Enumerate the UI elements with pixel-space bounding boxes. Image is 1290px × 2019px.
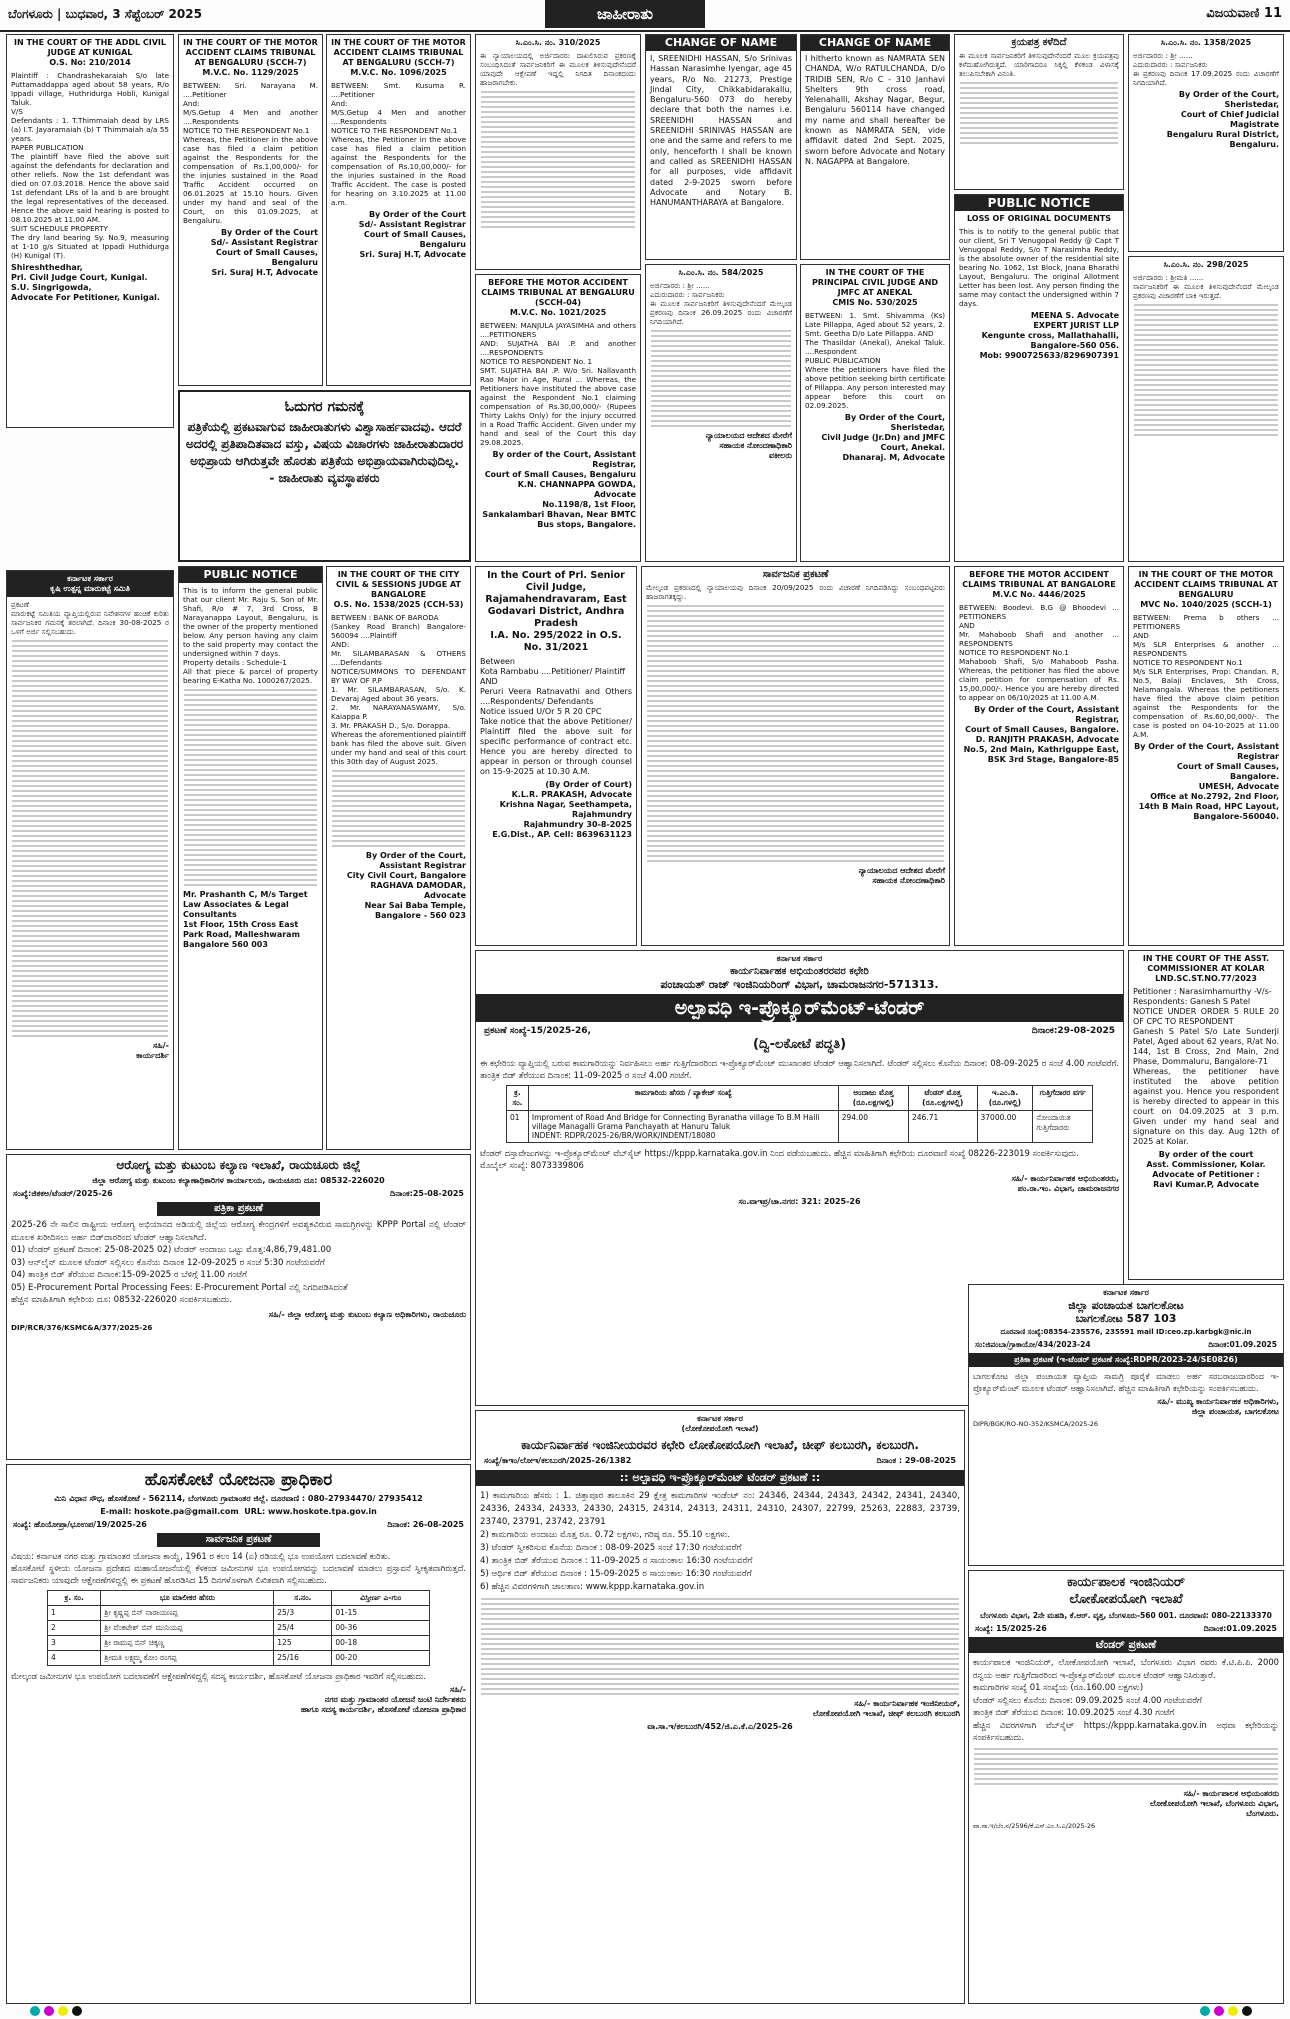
notice-footer: ಟೆಂಡರ್ ದಸ್ತಾವೇಜುಗಳನ್ನು ಇ-ಪ್ರೊಕ್ಯೂರ್‌ಮೆಂಟ್ ವೆಬ್‌ಸೈಟ್ https://kppp.karnataka.gov.in ನಿಂದ ಪಡೆಯಬಹುದು. ಹೆಚ್ಚಿನ ಮಾಹಿತಿಗಾಗಿ ಕಛೇರಿಯ ದೂರವಾಣಿ ಸಂಖ್ಯೆ 08226-223019 ಸಂಪರ್ಕಿಸುವುದು. ಮೊಬೈಲ್ ಸಂಖ್ಯೆ: 8073339806 [480, 1148, 1079, 1170]
notice-heading: IN THE COURT OF THE PRINCIPAL CIVIL JUDGE AND JMFC AT ANEKAL CMIS No. 530/2025 [811, 268, 939, 307]
kannada-cmc-298 [1128, 256, 1284, 562]
table-cell: 125 [274, 1636, 332, 1651]
notice-body: ಮೇಲ್ಕಂಡ ಪ್ರಕರಣದಲ್ಲಿ ನ್ಯಾಯಾಲಯವು ದಿನಾಂಕ 20/09/2025 ರಂದು ವಿಚಾರಣೆ ನಿಗದಿಪಡಿಸಿದ್ದು ಸಂಬಂಧಪಟ್ಟವರು ಹಾಜರಾಗತಕ್ಕದ್ದು. [646, 583, 948, 601]
city-civil-court-notice [326, 566, 471, 1150]
kannada-cmc-584 [645, 264, 797, 562]
notice-signature: By order of the court Asst. Commissioner, Kolar. Advocate of Petitioner : Ravi Kumar.P, Advocate [1146, 1150, 1266, 1189]
notice-heading: ಪ್ರತಿಕಾ ಪ್ರಕಟಣೆ (ಇ-ಟೆಂಡರ್ ಪ್ರಕಟಣೆ ಸಂಖ್ಯೆ:RDPR/2023-24/SE0826) [969, 1353, 1283, 1367]
registration-mark [30, 2006, 40, 2016]
notice-body: BETWEEN: MANJULA JAYASIMHA and others ....PETITIONERS AND: SUJATHA BAI .P. and another ....RESPONDENTS NOTICE TO RESPONDENT No. 1 SMT. SUJATHA BAI .P. W/o Sri. Nallavanth Rao Major in Age, Rural ... Whereas, the Petitioners have instituted the above case against the Respondent No.1 claiming compensation of Rs.30,00,000/- (Rupees Thirty Lakhs Only) for the injury occurred in a Road Traffic Accident. Given under my hand and seal of the Court this day 29.08.2025. [480, 321, 636, 447]
table-cell: 00-36 [332, 1621, 430, 1636]
notice-body: ಅರ್ಜಿದಾರರು : ಶ್ರೀಮತಿ ...... ಸಾರ್ವಜನಿಕರಿಗೆ ಈ ಮೂಲಕ ತಿಳಿಸುವುದೇನೆಂದರೆ ಮೇಲ್ಕಂಡ ಪ್ರಕರಣವು ವಿಚಾರಣೆಗೆ ಬಾಕಿ ಇರುತ್ತದೆ. [1133, 273, 1279, 300]
notice-heading: ಕರ್ನಾಟಕ ಸರ್ಕಾರ ಕೃಷಿ ಉತ್ಪನ್ನ ಮಾರುಕಟ್ಟೆ ಸಮಿತಿ [7, 571, 173, 597]
notice-body: Between Kota Rambabu ....Petitioner/ Plaintiff AND Peruri Veera Ratnavathi and Others ....Respondents/ Defendants Notice issued U/Or 5 R 20 CPC Take notice that the above Petitioner/ Plaintiff filed the above suit for specific performance of contract etc. Hence you are hereby directed to appear in person or through counsel on 15-9-2025 at 10.30 A.M. [480, 657, 632, 776]
notice-address: ಬೆಂಗಳೂರು ವಿಭಾಗ, 2ನೇ ಮಹಡಿ, ಕೆ.ಆರ್. ವೃತ್ತ, ಬೆಂಗಳೂರು-560 001. ದೂರವಾಣಿ: 080-22133370 [980, 1611, 1272, 1620]
notice-heading: IN THE COURT OF THE CITY CIVIL & SESSIONS JUDGE AT BANGALORE O.S. No. 1538/2025 (CCH-53) [333, 570, 464, 609]
notice-heading: PUBLIC NOTICE [955, 195, 1123, 211]
table-header-cell: ವಿಸ್ತೀರ್ಣ ಎ-ಗುಂ [332, 1591, 430, 1606]
notice-body: BETWEEN: Boodevi. B.G @ Bhoodevi ... PETITIONERS AND Mr. Mahaboob Shafi and another ... RESPONDENTS NOTICE TO RESPONDENT No.1 Mahaboob Shafi, S/o Mahaboob Pasha. Whereas, the petitioner has filed the above claim petition for compensation of Rs. 15,00,000/-. Hence you are hereby directed to appear on 06/10/2025 at 11.00 A.M. [959, 603, 1119, 702]
notice-address: ಜಿಲ್ಲಾ ಆರೋಗ್ಯ ಮತ್ತು ಕುಟುಂಬ ಕಲ್ಯಾಣಾಧಿಕಾರಿಗಳ ಕಾರ್ಯಾಲಯ, ರಾಯಚೂರು ದೂ: 08532-226020 [92, 1176, 385, 1185]
notice-body: ಬಾಗಲಕೋಟ ಜಿಲ್ಲಾ ಪಂಚಾಯತ ವ್ಯಾಪ್ತಿಯ ಸಾಮಗ್ರಿ ಪೂರೈಕೆ ಮಾಡಲು ಅರ್ಹ ಸರಬರಾಜುದಾರರಿಂದ ಇ-ಪ್ರೊಕ್ಯೂರ್‌ಮೆಂಟ್ ಮೂಲಕ ಟೆಂಡರ್ ಆಹ್ವಾನಿಸಲಾಗಿದೆ. ಹೆಚ್ಚಿನ ಮಾಹಿತಿಗಾಗಿ ಕಛೇರಿಯನ್ನು ಸಂಪರ್ಕಿಸಬಹುದು. [973, 1371, 1279, 1393]
dip-code: ವಾ.ಸಾ.ಇ/ಬೆಂ.ನ/2596/ಕೆ.ಎಸ್.ಎಂ.ಸಿ.ಎ/2025-26 [973, 1821, 1096, 1830]
notice-body: ಈ ಮೂಲಕ ಸಾರ್ವಜನಿಕರಿಗೆ ತಿಳಿಸುವುದೇನೆಂದರೆ ಮೂಲ ಕ್ರಯಪತ್ರವು ಕಳೆದುಹೋಗಿರುತ್ತದೆ. ಯಾರಿಗಾದರೂ ಸಿಕ್ಕಲ್ಲಿ ಕೆಳಕಂಡ ವಿಳಾಸಕ್ಕೆ ತಲುಪಿಸಬೇಕಾಗಿ ವಿನಂತಿ. [959, 51, 1122, 78]
notice-heading: IN THE COURT OF THE MOTOR ACCIDENT CLAIMS TRIBUNAL AT BENGALURU (SCCH-7) M.V.C. No. 1129/2025 [183, 38, 318, 77]
table-row [48, 1606, 430, 1621]
notice-body: 1) ಕಾಮಗಾರಿಯ ಹೆಸರು : 1. ಚಿತ್ತಾಪೂರ ತಾಲೂಕಿನ 29 ಕ್ಷೇತ್ರ ಕಾಮಗಾರಿಗಳ ಇಂಡೆಂಟ್ ನಂ: 24346, 24344, 24343, 24342, 24341, 24340, 24336, 24334, 24333, 24330, 24315, 24314, 24313, 24311, 24310, 24307, 22799, 25263, 22883, 23739, 23740, 23791, 23742, 23791 2) ಕಾಮಗಾರಿಯ ಅಂದಾಜು ಮೊತ್ತ ರೂ. 0.72 ಲಕ್ಷಗಳು, ಗರಿಷ್ಠ ರೂ. 55.10 ಲಕ್ಷಗಳು. 3) ಟೆಂಡರ್ ಸ್ವೀಕರಿಸುವ ಕೊನೆಯ ದಿನಾಂಕ : 08-09-2025 ಸಂಜೆ 17:30 ಗಂಟೆಯವರೆಗೆ 4) ತಾಂತ್ರಿಕ ಬಿಡ್ ತೆರೆಯುವ ದಿನಾಂಕ : 11-09-2025 ರ ಸಾಯಂಕಾಲ 16:30 ಗಂಟೆಯವರೆಗೆ 5) ಆರ್ಥಿಕ ಬಿಡ್ ತೆರೆಯುವ ದಿನಾಂಕ : 15-09-2025 ರ ಸಾಯಂಕಾಲ 16:30 ಗಂಟೆಯವರೆಗೆ 6) ಹೆಚ್ಚಿನ ವಿವರಗಳಿಗಾಗಿ ಜಾಲತಾಣ: www.kppp.karnataka.gov.in [480, 1491, 960, 1592]
notice-date: ದಿನಾಂಕ:29-08-2025 [1031, 1026, 1115, 1036]
table-cell: ಶ್ರೀ ಕೃಷ್ಣಪ್ಪ ಬಿನ್ ನಾರಾಯಣಪ್ಪ [101, 1606, 274, 1621]
notice-title: ಆರೋಗ್ಯ ಮತ್ತು ಕುಟುಂಬ ಕಲ್ಯಾಣ ಇಲಾಖೆ, ರಾಯಚೂರು ಜಿಲ್ಲೆ [116, 1158, 361, 1172]
dip-code: DIP/RCR/376/KSMC&A/377/2025-26 [11, 1322, 153, 1332]
table-cell: 1 [48, 1606, 101, 1621]
notice-signature: By order of the Court, Assistant Registrar, Court of Small Causes, Bengaluru K.N. CHANNAPPA GOWDA, Advocate No.1198/8, 1st Floor, Sankalambari Bhavan, Near BMTC Bus stops, Bangalore. [482, 450, 636, 529]
table-row [48, 1621, 430, 1636]
rajahmundry-court-notice [475, 566, 637, 946]
mact-1040-notice [1128, 566, 1284, 946]
notice-body: This is to inform the general public that our client Mr. Raju S. Son of Mr. Shafi, R/o # 7, 3rd Cross, B Narayanappa Layout, Bengaluru, is the owner of the property mentioned below. Any person having any claim to the said property may contact the undersigned within 7 days. Property details : Schedule-1 All that piece & parcel of property bearing E-Katha No. 1000267/2025. [183, 586, 318, 685]
anekal-court-notice [800, 264, 950, 562]
notice-signature: By Order of the Court, Assistant Registrar City Civil Court, Bangalore RAGHAVA DAMODAR, Advocate Near Sai Baba Temple, Bangalore - 560 023 [346, 851, 466, 920]
lost-deed-notice [954, 34, 1124, 190]
change-of-name-2 [800, 34, 950, 260]
kunigal-court-notice [6, 34, 174, 428]
registration-mark [1228, 2006, 1238, 2016]
notice-heading: BEFORE THE MOTOR ACCIDENT CLAIMS TRIBUNAL AT BENGALURU (SCCH-04) M.V.C. No. 1021/2025 [481, 278, 635, 317]
notice-signature: ಸಹಿ/- ಜಿಲ್ಲಾ ಆರೋಗ್ಯ ಮತ್ತು ಕುಟುಂಬ ಕಲ್ಯಾಣ ಅಧಿಕಾರಿಗಳು, ರಾಯಚೂರು [268, 1309, 466, 1319]
work-table [506, 1085, 1093, 1143]
notice-subtitle: ಬಾಗಲಕೋಟ 587 103 [1075, 1312, 1177, 1325]
notice-title: ಹೊಸಕೋಟೆ ಯೋಜನಾ ಪ್ರಾಧಿಕಾರ [144, 1470, 333, 1490]
notice-body: BETWEEN: Smt. Kusuma R. ....Petitioner And: M/S.Getup 4 Men and another ....Respondents NOTICE TO THE RESPONDENT No.1 Whereas, the Petitioner in the above case has filed a claim petition against the Respondents for the compensation of Rs.10,00,000/- for the injuries sustained in the Road Traffic Accident. The case is posted for hearing on 3.10.2025 at 11.00 a.m. [331, 81, 466, 207]
notice-signature: ಸಹಿ/- ಕಾರ್ಯಪಾಲಕ ಅಭಿಯಂತರರು ಲೋಕೋಪಯೋಗಿ ಇಲಾಖೆ, ಬೆಂಗಳೂರು ವಿಭಾಗ, ಬೆಂಗಳೂರು. [1149, 1788, 1279, 1818]
table-cell: Improment of Road And Bridge for Connecting Byranatha village To B.M Halli village Managalli Grama Panchayath at Hanuru Taluk INDENT: RDPR/2025-26/BR/WORK/INDENT/18080 [528, 1111, 838, 1143]
pwd-kalaburagi-tender [475, 1410, 965, 2004]
apmc-notice [6, 570, 174, 1150]
ref-number: ಸಂಖ್ಯೆ: ಹೊಯೋಪ್ರಾ/ಭೂಉಪ/19/2025-26 [13, 1520, 147, 1529]
zp-bagalkot-tender [968, 1284, 1284, 1566]
notice-body: Petitioner : Narasimhamurthy -V/s- Respondents: Ganesh S Patel NOTICE UNDER ORDER 5 RULE 20 OF CPC TO RESPONDENT Ganesh S Patel S/o Late Sunderji Patel, Aged about 62 years, R/at No. 144, 1st B Cross, 2nd Main, 2nd Phase, Dommaluru, Bangalore-71 Whereas, the petitioner have instituted the above petition against you. Hence you respondent is hereby directed to appear in this court on 04.09.2025 at 3 p.m. Given under my hand seal and signature on this day. Aug 12th of 2025 at Kolar. [1133, 987, 1279, 1146]
notice-heading: IN THE COURT OF THE MOTOR ACCIDENT CLAIMS TRIBUNAL AT BENGALURU MVC No. 1040/2025 (SCCH-1) [1134, 570, 1278, 609]
notice-heading: ಸಿ.ಎಂ.ಸಿ. ನಂ. 310/2025 [515, 38, 601, 47]
notice-title: ಕಾರ್ಯಪಾಲಕ ಇಂಜಿನಿಯರ್ ಲೋಕೋಪಯೋಗಿ ಇಲಾಖೆ [1066, 1575, 1185, 1607]
gov-label: ಕರ್ನಾಟಕ ಸರ್ಕಾರ [1103, 1288, 1149, 1297]
notice-heading: ಓದುಗರ ಗಮನಕ್ಕೆ [284, 399, 365, 415]
table-header-cell: ಕ್ರ. ಸಂ. [507, 1086, 529, 1111]
ref-number: ಪ್ರಕಟಣೆ ಸಂಖ್ಯೆ-15/2025-26, [484, 1026, 591, 1036]
notice-heading: PUBLIC NOTICE [179, 567, 322, 583]
notice-body: ಪ್ರಕಟಣೆ ಮಾರುಕಟ್ಟೆ ಸಮಿತಿಯ ವ್ಯಾಪ್ತಿಯಲ್ಲಿರುವ ನಿವೇಶನಗಳ ಹಂಚಿಕೆ ಕುರಿತು ಸಾರ್ವಜನಿಕರ ಗಮನಕ್ಕೆ ತರಲಾಗಿದೆ. ದಿನಾಂಕ 30-08-2025 ರ ಒಳಗೆ ಅರ್ಜಿ ಸಲ್ಲಿಸಬಹುದು. [11, 600, 169, 636]
notice-signature: ನ್ಯಾಯಾಲಯದ ಆದೇಶದ ಮೇರೆಗೆ ಸಹಾಯಕ ನೋಂದಣಾಧಿಕಾರಿ ವಕೀಲರು [705, 431, 792, 460]
notice-heading: ಪತ್ರಿಕಾ ಪ್ರಕಟಣೆ [157, 1202, 320, 1216]
notice-body: 2025-26 ನೇ ಸಾಲಿನ ರಾಷ್ಟ್ರೀಯ ಆರೋಗ್ಯ ಅಭಿಯಾನದ ಅಡಿಯಲ್ಲಿ ಜಿಲ್ಲೆಯ ಆರೋಗ್ಯ ಕೇಂದ್ರಗಳಿಗೆ ಅವಶ್ಯಕವಿರುವ ಸಾಮಗ್ರಿಗಳನ್ನು KPPP Portal ನಲ್ಲಿ ಟೆಂಡರ್ ಮೂಲಕ ಖರೀದಿಸಲು ಅರ್ಹ ಬಿಡ್‌ದಾರರಿಂದ ಟೆಂಡರ್ ಆಹ್ವಾನಿಸಲಾಗಿದೆ. 01) ಟೆಂಡರ್ ಪ್ರಕಟಣೆ ದಿನಾಂಕ: 25-08-2025 02) ಟೆಂಡರ್ ಅಂದಾಜು ಒಟ್ಟು ಮೊತ್ತ:4,86,79,481.00 03) ಆನ್‌ಲೈನ್ ಮೂಲಕ ಟೆಂಡರ್ ಸಲ್ಲಿಸಲು ಕೊನೆಯ ದಿನಾಂಕ 12-09-2025 ರ ಸಂಜೆ 5:30 ಗಂಟೆಯವರೆಗೆ 04) ತಾಂತ್ರಿಕ ಬಿಡ್ ತೆರೆಯುವ ದಿನಾಂಕ:15-09-2025 ರ ಬೆಳಿಗ್ಗೆ 11.00 ಗಂಟೆಗೆ 05) E-Procurement Portal Processing Fees: E-Procurement Portal ನಲ್ಲಿ ನಿಗದಿಪಡಿಸಿದಂತೆ ಹೆಚ್ಚಿನ ಮಾಹಿತಿಗಾಗಿ ಕಛೇರಿಯ ದೂ: 08532-226020 ಸಂಪರ್ಕಿಸಬಹುದು. [11, 1220, 466, 1305]
department-name: ಪಂಚಾಯತ್ ರಾಜ್ ಇಂಜಿನಿಯರಿಂಗ್ ವಿಭಾಗ, ಚಾಮರಾಜನಗರ-571313. [660, 978, 939, 991]
notice-heading: CHANGE OF NAME [801, 35, 949, 51]
table-row [48, 1651, 430, 1666]
notice-body: BETWEEN: Sri. Narayana M. ....Petitioner And: M/S.Getup 4 Men and another ....Respondents NOTICE TO THE RESPONDENT No.1 Whereas, the Petitioner in the above case has filed a claim petition against the Respondents for the compensation of Rs.1,00,000/- for the injuries sustained in the Road Traffic Accident occurred on 06.01.2025 at 15.10 hours. Given under my hand and seal of the Court, on this 01.09.2025, at Bengaluru. [183, 81, 318, 225]
notice-signature: Shireshthedhar, Prl. Civil Judge Court, Kunigal. S.U. Singrigowda, Advocate For Petitioner, Kunigal. [11, 263, 160, 302]
table-header-cell: ಭೂ ಮಾಲೀಕರ ಹೆಸರು [101, 1591, 274, 1606]
public-notice-property [178, 566, 323, 1150]
table-cell: ನೋಂದಾಯಿತ ಗುತ್ತಿಗೆದಾರರು [1033, 1111, 1093, 1143]
notice-signature: By Order of the Court Sd/- Assistant Registrar Court of Small Causes, Bengaluru Sri. Suraj H.T, Advocate [358, 210, 466, 259]
registration-mark [1214, 2006, 1224, 2016]
raichur-health-tender [6, 1154, 471, 1460]
notice-heading: :: ಅಲ್ಪಾವಧಿ ಇ-ಪ್ರೊಕ್ಯೂರ್‌ಮೆಂಟ್ ಟೆಂಡರ್ ಪ್ರಕಟಣೆ :: [476, 1470, 964, 1486]
table-cell: ಶ್ರೀ ರಾಮಪ್ಪ ಬಿನ್ ಚಿಕ್ಕಣ್ಣ [101, 1636, 274, 1651]
table-cell: 25/16 [274, 1651, 332, 1666]
kannada-cmc-1358 [1128, 34, 1284, 252]
notice-contact: ದೂರವಾಣಿ ಸಂಖ್ಯೆ:08354-235576, 235591 mail ID:ceo.zp.karbgk@nic.in [1000, 1328, 1252, 1336]
notice-date: ದಿನಾಂಕ: 26-08-2025 [387, 1520, 464, 1529]
land-table [47, 1590, 430, 1666]
notice-heading: CHANGE OF NAME [646, 35, 796, 51]
notice-signature: Mr. Prashanth C, M/s Target Law Associates & Legal Consultants 1st Floor, 15th Cross East Park Road, Malleshwaram Bangalore 560 003 [183, 890, 308, 949]
notice-title: ಅಲ್ಪಾವಧಿ ಇ-ಪ್ರೊಕ್ಯೂರ್‌ಮೆಂಟ್-ಟೆಂಡರ್ [476, 994, 1123, 1022]
edition-date: ಬೆಂಗಳೂರು | ಬುಧವಾರ, 3 ಸೆಪ್ಟೆಂಬರ್ 2025 [8, 7, 202, 21]
table-cell: 00-20 [332, 1651, 430, 1666]
notice-heading: ಸಾರ್ವಜನಿಕ ಪ್ರಕಟಣೆ [157, 1533, 320, 1547]
ref-number: ಸಂ:ಜಿಪಂಬಾ/ಗ್ರಾಕಾಯೋ/434/2023-24 [975, 1340, 1091, 1349]
registration-mark [58, 2006, 68, 2016]
notice-body-after: ಮೇಲ್ಕಂಡ ಜಮೀನುಗಳ ಭೂ ಉಪಯೋಗ ಬದಲಾವಣೆಗೆ ಆಕ್ಷೇಪಣೆಗಳಿದ್ದಲ್ಲಿ ಸದಸ್ಯ ಕಾರ್ಯದರ್ಶಿ, ಹೊಸಕೋಟೆ ಯೋಜನಾ ಪ್ರಾಧಿಕಾರ ಇವರಿಗೆ ಸಲ್ಲಿಸಬಹುದು. [11, 1671, 427, 1681]
notice-signature: ಸಹಿ/- ಮುಖ್ಯ ಕಾರ್ಯನಿರ್ವಾಹಕ ಅಧಿಕಾರಿಗಳು, ಜಿಲ್ಲಾ ಪಂಚಾಯತ, ಬಾಗಲಕೋಟ [1157, 1397, 1279, 1416]
notice-body: I, SREENIDHI HASSAN, S/o Srinivas Hassan Narasimhe Iyengar, age 45 years, R/o No. 21273, Prestige Jindal City, Chikkabidarakallu, Bengaluru-560 073 do hereby declare that both the names i.e. SREENIDHI HASSAN and SREENIDHI SRINIVAS HASSAN are one and the same and refers to me only, henceforth I shall be known and called as SREENIDHI HASSAN for all purposes, vide affidavit dated 2-9-2025 sworn before Advocate and Notary B. HANUMANTHARAYA at Bangalore. [650, 54, 795, 208]
notice-contact: E-mail: hoskote.pa@gmail.com URL: www.hoskote.tpa.gov.in [100, 1507, 377, 1516]
table-cell: ಶ್ರೀ ವೆಂಕಟೇಶ್ ಬಿನ್ ಮುನಿಯಪ್ಪ [101, 1621, 274, 1636]
notice-body: ಅರ್ಜಿದಾರರು : ಶ್ರೀ ...... ಎದುರುದಾರರು : ಸಾರ್ವಜನಿಕರು ಈ ಮೂಲಕ ಸಾರ್ವಜನಿಕರಿಗೆ ತಿಳಿಸುವುದೇನೆಂದರೆ ಮೇಲ್ಕಂಡ ಪ್ರಕರಣವು ದಿನಾಂಕ 26.09.2025 ರಂದು ವಿಚಾರಣೆಗೆ ನಿಗದಿಯಾಗಿದೆ. [650, 281, 792, 326]
table-cell: 25/3 [274, 1606, 332, 1621]
notice-signature: By Order of the Court, Sheristedar, Civil Judge (Jr.Dn) and JMFC Court, Anekal. Dhanaraj. M, Advocate [821, 413, 945, 462]
notice-signature: ನ್ಯಾಯಾಲಯದ ಆದೇಶದ ಮೇರೆಗೆ ಸಹಾಯಕ ನೋಂದಣಾಧಿಕಾರಿ [858, 866, 945, 885]
notice-title: ಜಿಲ್ಲಾ ಪಂಚಾಯತ ಬಾಗಲಕೋಟ [1068, 1299, 1184, 1312]
table-header-cell: ಗುತ್ತಿಗೆದಾರರ ವರ್ಗ [1033, 1086, 1093, 1111]
hoskote-planning-authority [6, 1464, 471, 2004]
registration-mark [1200, 2006, 1210, 2016]
table-header-cell: ಕ್ರ. ಸಂ. [48, 1591, 101, 1606]
notice-heading: ಸಿ.ಎಂ.ಸಿ. ನಂ. 584/2025 [678, 268, 764, 277]
pwd-bengaluru-tender [968, 1570, 1284, 2004]
table-cell: ಶ್ರೀಮತಿ ಲಕ್ಷ್ಮಮ್ಮ ಕೋಂ ರಂಗಪ್ಪ [101, 1651, 274, 1666]
change-of-name-1 [645, 34, 797, 260]
table-cell: 25/4 [274, 1621, 332, 1636]
dip-code: DIPR/BGK/RO-NO-352/KSMCA/2025-26 [973, 1420, 1098, 1428]
notice-body: I hitherto known as NAMRATA SEN CHANDA, W/o RATULCHANDA, D/o TRIDIB SEN, R/o C - 310 Janhavi Shelters 9th cross road, Yelenahalli, Akshay Nagar, Begur, Bengaluru 560114 have changed my name and shall hereafter be known as NAMRATA SEN, vide affidavit dated 2nd Sept. 2025, sworn before Advocate and Notary N. NAGAPPA at Bangalore. [805, 54, 948, 166]
notice-signature: By Order of the Court Sd/- Assistant Registrar Court of Small Causes, Bengaluru Sri. Suraj H.T, Advocate [210, 228, 318, 277]
notice-subheading: (ದ್ವಿ-ಲಕೋಟೆ ಪದ್ಧತಿ) [752, 1037, 847, 1052]
notice-signature: ಸಹಿ/- ನಗರ ಮತ್ತು ಗ್ರಾಮಾಂತರ ಯೋಜನೆ ಜಂಟಿ ನಿರ್ದೇಶಕರು ಹಾಗೂ ಸದಸ್ಯ ಕಾರ್ಯದರ್ಶಿ, ಹೊಸಕೋಟೆ ಯೋಜನಾ ಪ್ರಾಧಿಕಾರ [300, 1685, 466, 1714]
notice-body: BETWEEN: 1. Smt. Shivamma (Ks) Late Pillappa, Aged about 52 years, 2. Smt. Geetha D/o Late Pillappa. AND The Thasildar (Anekal), Anekal Taluk. ....Respondent PUBLIC PUBLICATION Where the petitioners have filed the above petition seeking birth certificate of Pillappa. Any person interested may appear before this court on 02.09.2025. [805, 311, 945, 410]
table-row [48, 1636, 430, 1651]
gov-label: ಕರ್ನಾಟಕ ಸರ್ಕಾರ [776, 954, 823, 963]
table-cell: 2 [48, 1621, 101, 1636]
table-header-cell: ಸ.ನಂ. [274, 1591, 332, 1606]
table-header-cell: ಇ.ಎಂ.ಡಿ. (ರೂ.ಗಳಲ್ಲಿ) [977, 1086, 1033, 1111]
kolar-court-notice [1128, 950, 1284, 1280]
gov-label: ಕರ್ನಾಟಕ ಸರ್ಕಾರ (ಲೋಕೋಪಯೋಗಿ ಇಲಾಖೆ) [681, 1414, 759, 1433]
registration-mark [44, 2006, 54, 2016]
notice-heading: IN THE COURT OF THE MOTOR ACCIDENT CLAIMS TRIBUNAL AT BENGALURU (SCCH-7) M.V.C. No. 1096/2025 [331, 38, 466, 77]
notice-subheading: LOSS OF ORIGINAL DOCUMENTS [966, 214, 1111, 223]
loss-of-documents-notice [954, 194, 1124, 562]
table-cell: 00-18 [332, 1636, 430, 1651]
kannada-public-notice [641, 566, 950, 946]
notice-signature: By Order of the Court, Sheristedar, Court of Chief Judicial Magistrate Bengaluru Rural District, Bengaluru. [1166, 90, 1279, 149]
notice-date: ದಿನಾಂಕ:25-08-2025 [390, 1189, 464, 1198]
notice-signature: ಸಹಿ/- ಕಾರ್ಯದರ್ಶಿ [136, 1041, 169, 1060]
notice-date: ದಿನಾಂಕ:01.09.2025 [1208, 1340, 1277, 1349]
kannada-cmc-310 [475, 34, 641, 270]
mact-4446-notice [954, 566, 1124, 946]
notice-title: ಕಾರ್ಯನಿರ್ವಾಹಕ ಇಂಜಿನೀಯರ‌ವರ ಕಛೇರಿ ಲೋಕೋಪಯೋಗಿ ಇಲಾಖೆ, ಚೀಫ್ ಕಲಬುರಗಿ, ಕಲಬುರಗಿ. [521, 1438, 919, 1452]
notice-date: ದಿನಾಂಕ:01.09.2025 [1203, 1624, 1277, 1633]
notice-body: ಪತ್ರಿಕೆಯಲ್ಲಿ ಪ್ರಕಟವಾಗುವ ಜಾಹೀರಾತುಗಳು ವಿಶ್ವಾಸಾರ್ಹವಾದವು. ಆದರೆ ಅದರಲ್ಲಿ ಪ್ರತಿಪಾದಿತವಾದ ವಸ್ತು, ವಿಷಯ ವಿಚಾರಗಳು ಜಾಹೀರಾತುದಾರರ ಅಭಿಪ್ರಾಯ ಆಗಿರುತ್ತವೇ ಹೊರತು ಪತ್ರಿಕೆಯ ಅಭಿಪ್ರಾಯವಾಗಿರುವುದಿಲ್ಲ. - ಜಾಹೀರಾತು ವ್ಯವಸ್ಥಾಪಕರು [185, 420, 464, 485]
notice-heading: ಕ್ರಯಪತ್ರ ಕಳೆದಿದೆ [1011, 37, 1067, 48]
notice-heading: ಸಿ.ಎಂ.ಸಿ. ನಂ. 298/2025 [1163, 260, 1249, 269]
notice-body: ಈ ಕಛೇರಿಯ ವ್ಯಾಪ್ತಿಯಲ್ಲಿ ಬರುವ ಕಾಮಗಾರಿಯನ್ನು ನಿರ್ವಹಿಸಲು ಅರ್ಹ ಗುತ್ತಿಗೆದಾರರಿಂದ ಇ-ಪ್ರೊಕ್ಯೂರ್‌ಮೆಂಟ್ ಮುಖಾಂತರ ಟೆಂಡರ್ ಆಹ್ವಾನಿಸಲಾಗಿದೆ. ಟೆಂಡರ್ ಸಲ್ಲಿಸಲು ಕೊನೆಯ ದಿನಾಂಕ: 08-09-2025 ರ ಸಂಜೆ 4.00 ಗಂಟೆವರೆಗೆ. ತಾಂತ್ರಿಕ ಬಿಡ್ ತೆರೆಯುವ ದಿನಾಂಕ: 11-09-2025 ರ ಸಂಜೆ 4.00 ಗಂಟೆಗೆ. [480, 1058, 1122, 1080]
notice-date: ದಿನಾಂಕ : 29-08-2025 [876, 1456, 956, 1465]
notice-signature: ಸಹಿ/- ಕಾರ್ಯನಿರ್ವಾಹಕ ಅಭಿಯಂತರರು, ಪಂ.ರಾ.ಇಂ. ವಿಭಾಗ, ಚಾಮರಾಜನಗರ [1011, 1174, 1119, 1193]
table-cell: 01-15 [332, 1606, 430, 1621]
notice-signature: By Order of the Court, Assistant Registrar Court of Small Causes, Bangalore. UMESH, Advocate Office at No.2792, 2nd Floor, 14th B Main Road, HPC Layout, Bangalore-560040. [1134, 742, 1279, 821]
notice-heading: In the Court of Prl. Senior Civil Judge, Rajamahendravaram, East Godavari District, Andhra Pradesh I.A. No. 295/2022 in O.S. No. 31/2021 [485, 570, 627, 653]
notice-body: Plaintiff : Chandrashekaraiah S/o late Puttamaddappa aged about 58 years, R/o Ippadi village, Huthridurga Hobli, Kunigal Taluk. V/S Defendants : 1. T.Thimmaiah dead by LRS (a) I.T. Jayaramaiah (b) T Thimmaiah a/a 55 years. PAPER PUBLICATION The plaintiff have filed the above suit against the defendants for declaration and other reliefs. Now the 1st defendant was died on 07.03.2018. Hence the above said 1st defendant LRs of la and b are brought the legal representatives of the deceased. Hence the above said hearing is posted to 08.10.2025 at 11.00 AM. SUIT SCHEDULE PROPERTY The dry land bearing Sy. No.9, measuring at 1-10 g/s Situated at Ippadi Huthidurga (H) Kunigal (T). [11, 71, 169, 260]
notice-heading: ಟೆಂಡರ್ ಪ್ರಕಟಣೆ [969, 1637, 1283, 1653]
mact-1021-notice [475, 274, 641, 562]
mact-1096-notice [326, 34, 471, 386]
notice-body: ಈ ನ್ಯಾಯಾಲಯದಲ್ಲಿ ಅರ್ಜಿದಾರರು ದಾಖಲಿಸಿರುವ ಪ್ರಕರಣಕ್ಕೆ ಸಂಬಂಧಿಸಿದಂತೆ ಸಾರ್ವಜನಿಕರಿಗೆ ಈ ಮೂಲಕ ತಿಳಿಸುವುದೇನೆಂದರೆ ಯಾವುದೇ ಆಕ್ಷೇಪಣೆ ಇದ್ದಲ್ಲಿ ನಿಗದಿತ ದಿನಾಂಕದಂದು ಹಾಜರಾಗಬೇಕು. [480, 51, 639, 87]
table-cell: 3 [48, 1636, 101, 1651]
masthead: ವಿಜಯವಾಣಿ 11 [1206, 6, 1282, 21]
section-title: ಜಾಹೀರಾತು [545, 0, 705, 28]
notice-signature: MEENA S. Advocate EXPERT JURIST LLP Kengunte cross, Mallathahalli, Bangalore-560 056. Mob: 9900725633/8296907391 [979, 311, 1119, 360]
notice-signature: (By Order of Court) K.L.R. PRAKASH, Advocate Krishna Nagar, Seethampeta, Rajahmundry Rajahmundry 30-8-2025 E.G.Dist., AP. Cell: 8639631123 [492, 780, 632, 839]
page-header [0, 0, 1290, 32]
table-header-cell: ಕಾಮಗಾರಿಯ ಹೆಸರು / ಪ್ಯಾಕೇಜ್ ಸಂಖ್ಯೆ [528, 1086, 838, 1111]
notice-signature: By Order of the Court, Assistant Registrar, Court of Small Causes, Bangalore. D. RANJITH PRAKASH, Advocate No.5, 2nd Main, Kathriguppe East, BSK 3rd Stage, Bangalore-85 [963, 705, 1119, 764]
notice-body: ಅರ್ಜಿದಾರರು : ಶ್ರೀ ...... ಎದುರುದಾರರು : ಸಾರ್ವಜನಿಕರು ಈ ಪ್ರಕರಣವು ದಿನಾಂಕ 17.09.2025 ರಂದು ವಿಚಾರಣೆಗೆ ನಿಗದಿಯಾಗಿದೆ. [1133, 51, 1279, 87]
table-cell: 01 [507, 1111, 529, 1143]
notice-body: ಕಾರ್ಯಪಾಲಕ ಇಂಜಿನಿಯರ್, ಲೋಕೋಪಯೋಗಿ ಇಲಾಖೆ, ಬೆಂಗಳೂರು ವಿಭಾಗ ರವರು ಕೆ.ಟಿ.ಪಿ.ಪಿ. 2000 ರನ್ವಯ ಅರ್ಹ ಗುತ್ತಿಗೆದಾರರಿಂದ ಇ-ಪ್ರೊಕ್ಯೂರ್‌ಮೆಂಟ್ ಮೂಲಕ ಟೆಂಡರ್ ಆಹ್ವಾನಿಸಿರುತ್ತಾರೆ. ಕಾಮಗಾರಿಗಳ ಸಂಖ್ಯೆ 01 ಸಂಖ್ಯೆಯ (ರೂ.160.00 ಲಕ್ಷಗಳು) ಟೆಂಡರ್ ಸಲ್ಲಿಸಲು ಕೊನೆಯ ದಿನಾಂಕ: 09.09.2025 ಸಂಜೆ 4.00 ಗಂಟೆಯವರೆಗೆ ತಾಂತ್ರಿಕ ಬಿಡ್ ತೆರೆಯುವ ದಿನಾಂಕ: 10.09.2025 ಸಂಜೆ 4.30 ಗಂಟೆಗೆ ಹೆಚ್ಚಿನ ವಿವರಗಳಿಗಾಗಿ ವೆಬ್‌ಸೈಟ್ https://kppp.karnataka.gov.in ಅಥವಾ ಕಛೇರಿಯನ್ನು ಸಂಪರ್ಕಿಸಬಹುದು. [973, 1657, 1279, 1742]
ref-number: ಸಂಖ್ಯೆ:ಜಿಕಕಅ/ಟೆಂಡರ್/2025-26 [13, 1189, 113, 1198]
notice-body: This is to notify to the general public that our client, Sri T Venugopal Reddy @ Capt T Venugopal Reddy, S/o T Narasimha Reddy, is the absolute owner of the residential site bearing No. 1062, 1st Block, Jnana Bharathi Layout, Bengaluru. The original Allotment Letter has been lost. Any person finding the same may contact the undersigned within 7 days. [959, 227, 1122, 308]
mact-1129-notice [178, 34, 323, 386]
readers-attention-box [178, 390, 471, 562]
office-name: ಕಾರ್ಯನಿರ್ವಾಹಕ ಅಭಿಯಂತರರವರ ಕಛೇರಿ [730, 966, 869, 977]
notice-heading: ಸಿ.ಎಂ.ಸಿ. ನಂ. 1358/2025 [1160, 38, 1252, 47]
ref-number: ಸಂಖ್ಯೆ/ಕಾಇಂ/ಲೋಇ/ಕಲಬುರಗಿ/2025-26/1382 [484, 1456, 632, 1465]
table-header-cell: ಟೆಂಡರ್ ಮೊತ್ತ (ರೂ.ಲಕ್ಷಗಳಲ್ಲಿ) [909, 1086, 978, 1111]
table-cell: 294.00 [838, 1111, 908, 1143]
notice-heading: IN THE COURT OF THE ASST. COMMISSIONER AT KOLAR LND.SC.ST.NO.77/2023 [1142, 954, 1270, 983]
notice-signature: ಸಹಿ/- ಕಾರ್ಯನಿರ್ವಾಹಕ ಇಂಜಿನೀಯರ್, ಲೋಕೋಪಯೋಗಿ ಇಲಾಖೆ, ಚೀಫ್ ಕಲಬುರಗಿ ಕಲಬುರಗಿ [812, 1699, 960, 1718]
notice-heading: BEFORE THE MOTOR ACCIDENT CLAIMS TRIBUNAL AT BANGALORE M.V.C No. 4446/2025 [962, 570, 1116, 599]
registration-mark [72, 2006, 82, 2016]
table-row [507, 1111, 1093, 1143]
notice-body: BETWEEN : BANK OF BARODA (Sankey Road Branch) Bangalore-560094 ....Plaintiff AND: Mr. SILAMBARASAN & OTHERS ....Defendants NOTICE/SUMMONS TO DEFENDANT BY WAY OF P.P 1. Mr. SILAMBARASAN, S/o. K. Devaraj Aged about 36 years. 2. Mr. NARAYANASWAMY, S/o. Kaiappa P. 3. Mr. PRAKASH D., S/o. Dorappa. Whereas the aforementioned plaintiff bank has filed the above suit. Given under my hand and seal of this court this 30th day of August 2025. [331, 613, 466, 766]
ref-number: ಸಂಖ್ಯೆ: 15/2025-26 [975, 1624, 1047, 1633]
notice-address: ಮಿನಿ ವಿಧಾನ ಸೌಧ, ಹೊಸಕೋಟೆ - 562114, ಬೆಂಗಳೂರು ಗ್ರಾಮಾಂತರ ಜಿಲ್ಲೆ. ದೂರವಾಣಿ : 080-27934470/ 27935412 [54, 1494, 423, 1503]
notice-heading: IN THE COURT OF THE ADDL CIVIL JUDGE AT KUNIGAL O.S. No: 210/2014 [14, 38, 166, 67]
table-cell: 246.71 [909, 1111, 978, 1143]
table-cell: 4 [48, 1651, 101, 1666]
dip-code: ಸಂ.ವಾಇಪ್ರ/ಚಾ.ನಗರ: 321: 2025-26 [738, 1197, 861, 1206]
notice-body: BETWEEN: Prema b others ... PETITIONERS AND M/s SLR Enterprises & another ... RESPONDENTS NOTICE TO RESPONDENT No.1 M/s SLR Enterprises, Prop: Chandan. R, No.5, Balaji Enclaves, 5th Cross, Nelamangala. Whereas the petitioners have filed the above claim petition against the Respondents for the compensation of Rs.60,00,000/-. The case is posted on 04-10-2025 at 11.00 A.M. [1133, 613, 1279, 739]
registration-mark [1242, 2006, 1252, 2016]
table-header-cell: ಅಂದಾಜು ಮೊತ್ತ (ರೂ.ಲಕ್ಷಗಳಲ್ಲಿ) [838, 1086, 908, 1111]
dip-code: ವಾ.ಸಾ.ಇ/ಕಲಬುರಗಿ/452/ಜಿ.ಎ.ಕೆ.ಎ/2025-26 [647, 1722, 793, 1731]
table-cell: 37000.00 [977, 1111, 1033, 1143]
notice-heading: ಸಾರ್ವಜನಿಕ ಪ್ರಕಟಣೆ [762, 569, 829, 580]
notice-body: ವಿಷಯ: ಕರ್ನಾಟಕ ನಗರ ಮತ್ತು ಗ್ರಾಮಾಂತರ ಯೋಜನಾ ಕಾಯ್ದೆ, 1961 ರ ಕಲಂ 14 (ಎ) ರಡಿಯಲ್ಲಿ ಭೂ ಉಪಯೋಗ ಬದಲಾವಣೆ ಕುರಿತು. ಹೊಸಕೋಟೆ ಸ್ಥಳೀಯ ಯೋಜನಾ ಪ್ರದೇಶದ ಮಹಾಯೋಜನೆಯಲ್ಲಿ ಕೆಳಕಂಡ ಜಮೀನುಗಳ ಭೂ ಉಪಯೋಗವನ್ನು ಬದಲಾವಣೆ ಮಾಡಲು ಪ್ರಸ್ತಾವನೆ ಸ್ವೀಕೃತವಾಗಿರುತ್ತದೆ. ಸಾರ್ವಜನಿಕರು ಯಾವುದೇ ಆಕ್ಷೇಪಣೆಗಳಿದ್ದಲ್ಲಿ ಈ ಪ್ರಕಟಣೆ ಹೊರಡಿಸಿದ 15 ದಿನಗಳೊಳಗಾಗಿ ಲಿಖಿತವಾಗಿ ಸಲ್ಲಿಸಬಹುದು. [11, 1551, 466, 1585]
